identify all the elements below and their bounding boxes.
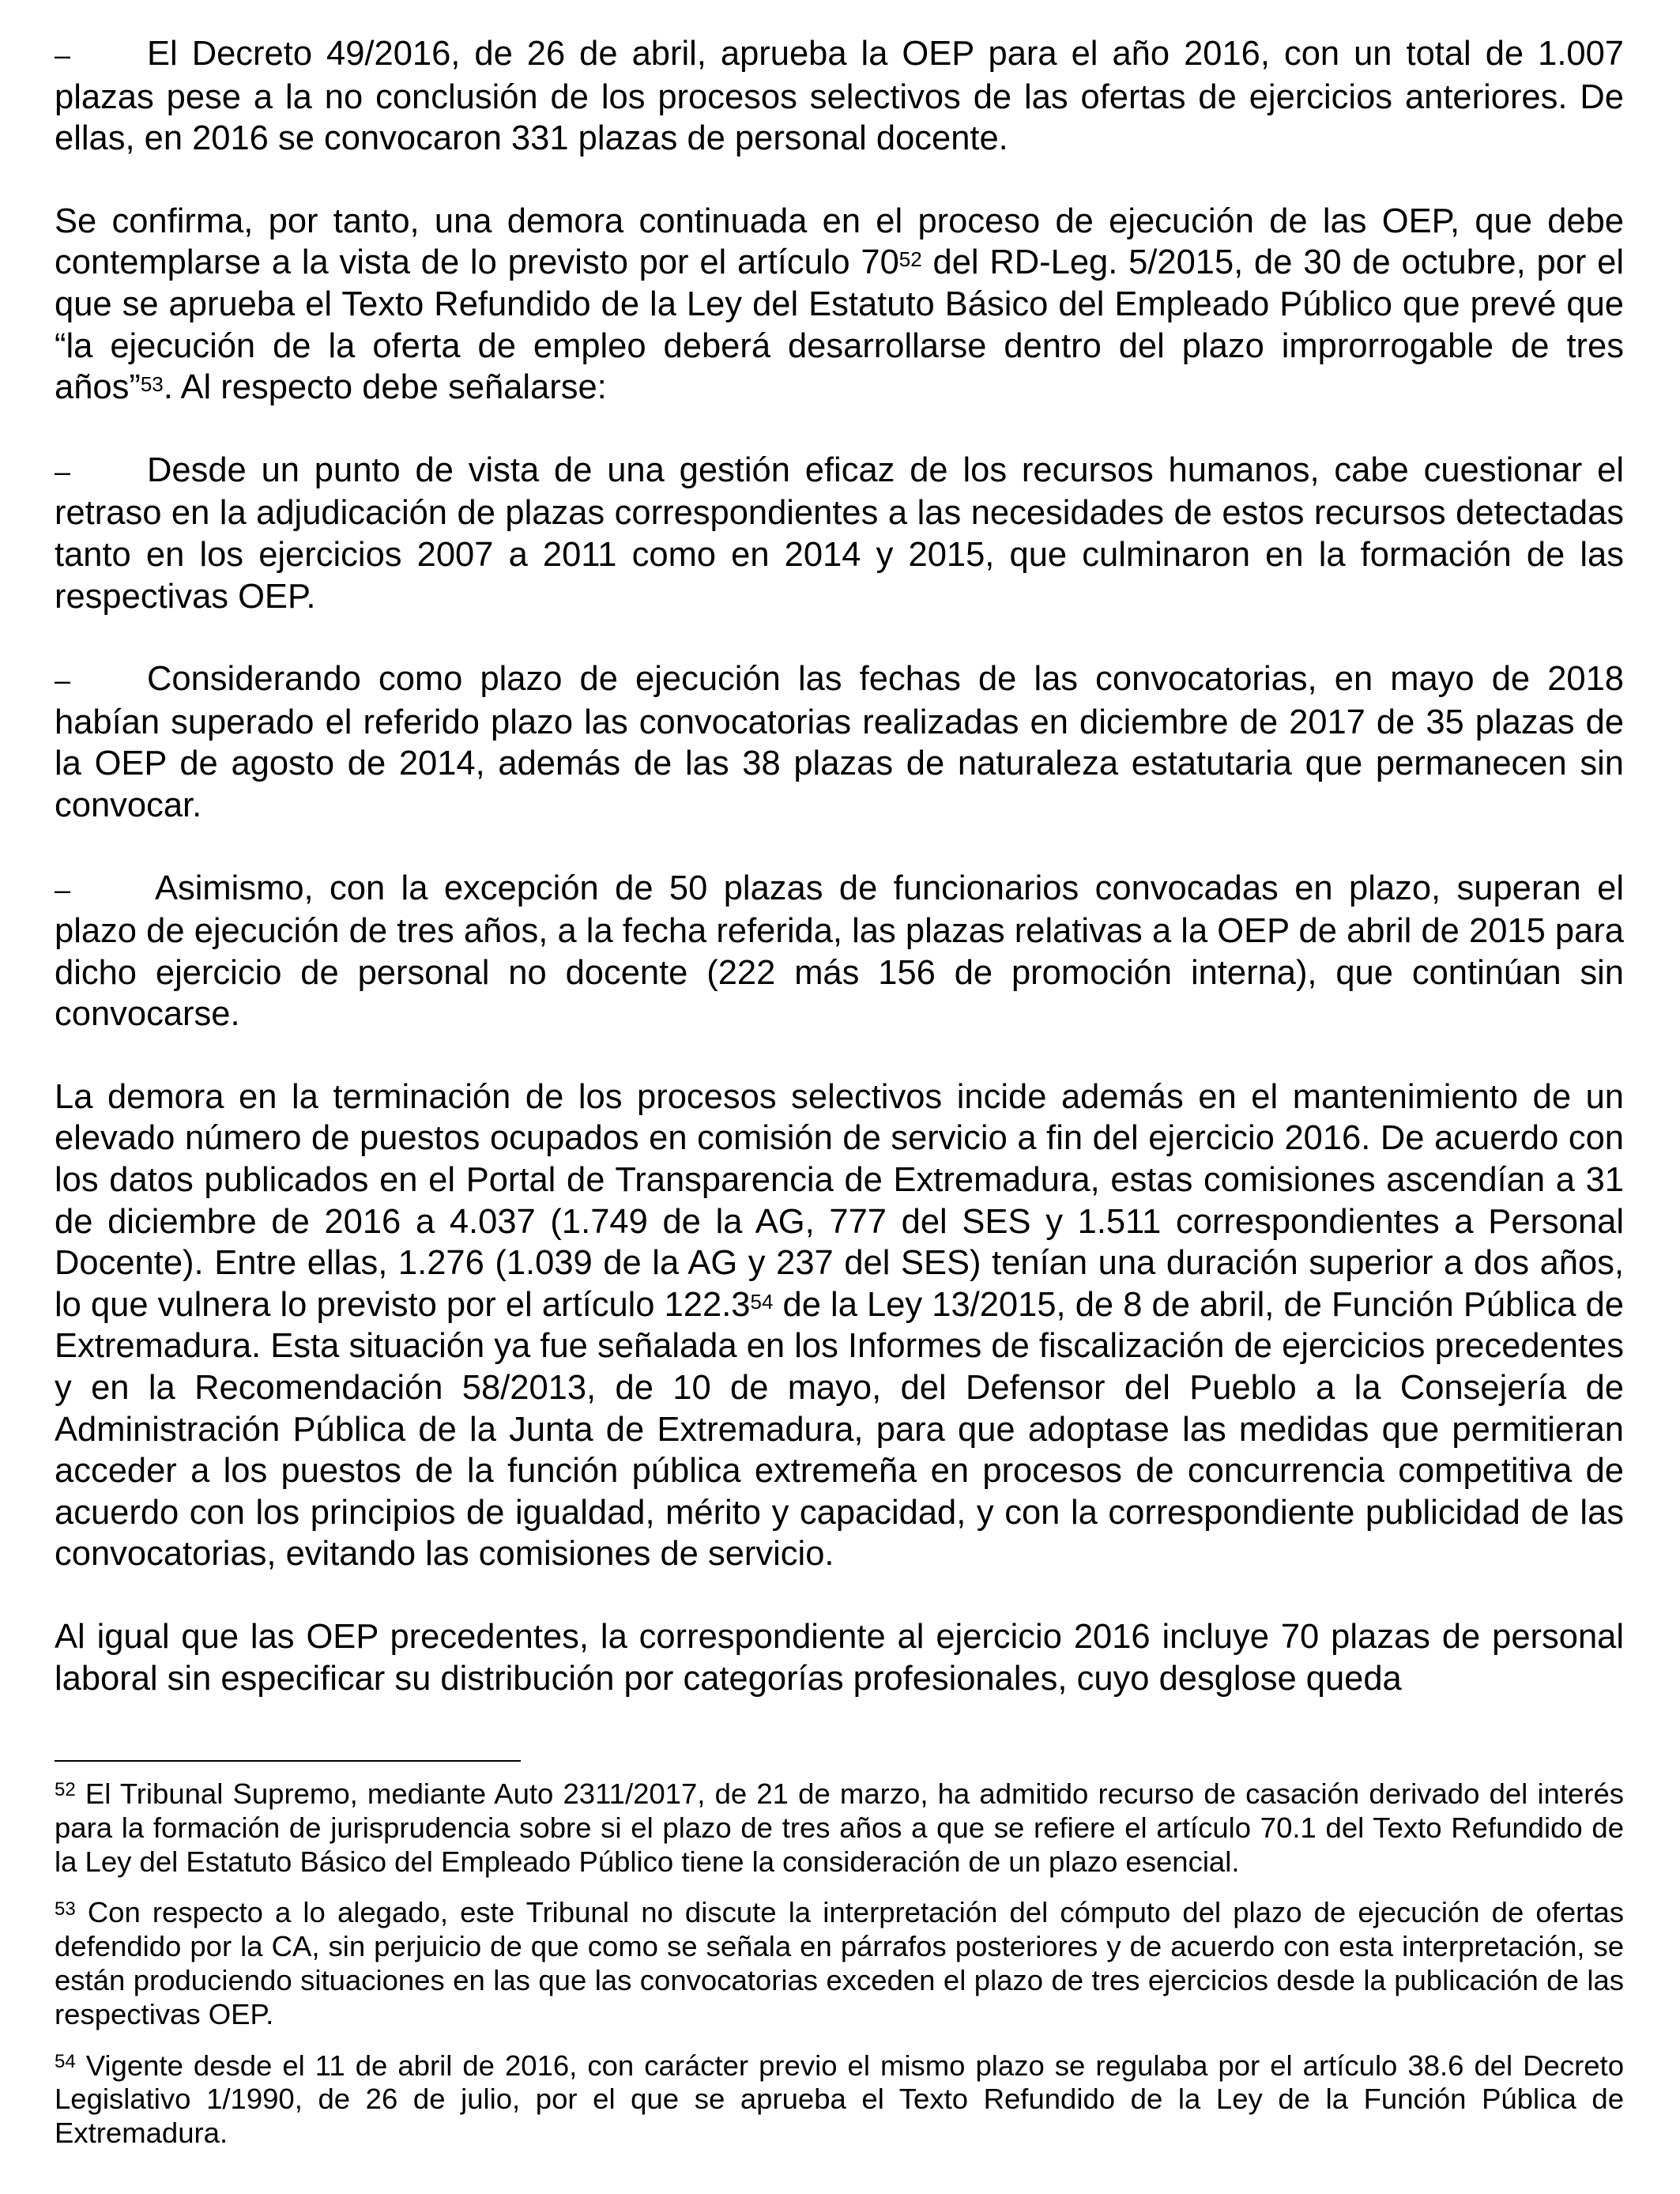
footnote-ref-53[interactable]: 53 bbox=[140, 372, 164, 397]
dash-symbol: – bbox=[55, 39, 71, 71]
footnote-54 bbox=[55, 2049, 1624, 2151]
footnote-text: Vigente desde el 11 de abril de 2016, con carácter previo el mismo plazo se regulaba por el artículo 38.6 del Decreto Legislativo 1/1990, de 26 de julio, por el que se aprueba el Texto Refundido de la Ley de la Función Pública de Extremadura. bbox=[55, 2049, 1624, 2150]
dash-symbol: – bbox=[55, 873, 71, 906]
footnote-separator bbox=[55, 1760, 521, 1762]
paragraph-demora-continuada bbox=[55, 201, 1624, 409]
paragraph-text: Se confirma, por tanto, una demora continuada en el proceso de ejecución de las OEP, que debe contemplarse a la vista de lo previsto por el artículo 70 bbox=[55, 202, 1624, 282]
footnote-53 bbox=[55, 1896, 1624, 2031]
paragraph-text: de la Ley 13/2015, de 8 de abril, de Función Pública de Extremadura. Esta situación ya fue señalada en los Informes de fiscalización de ejercicios precedentes y en la Recomendación 58/2013, de 10 de mayo, del Defensor del Pueblo a la Consejería de Administración Pública de la Junta de Extremadura, para que adoptase las medidas que permitieran acceder a los puestos de la función pública extremeña en procesos de concurrencia competitiva de acuerdo con los principios de igualdad, mérito y capacidad, y con la correspondiente publicidad de las convocatorias, evitando las comisiones de servicio. bbox=[55, 1285, 1624, 1574]
dash-marker bbox=[55, 868, 155, 911]
dash-symbol: – bbox=[55, 454, 71, 488]
paragraph-text: Desde un punto de vista de una gestión eficaz de los recursos humanos, cabe cuestionar el retraso en la adjudicación de plazas correspondientes a las necesidades de estos recursos detectadas tanto en los ejercicios 2007 a 2011 como en 2014 y 2015, que culminaron en la formación de las respectivas OEP. bbox=[55, 450, 1624, 616]
paragraph-gestion-eficaz bbox=[55, 450, 1624, 617]
paragraph-text: del RD-Leg. 5/2015, de 30 de octubre, por el que se aprueba el Texto Refundido de la Ley del Estatuto Básico del Empleado Público que prevé que “la ejecución de la oferta de empleo deberá desarrollarse dentro del plazo improrrogable de tres años” bbox=[55, 243, 1625, 407]
footnote-text: Con respecto a lo alegado, este Tribunal no discute la interpretación del cómputo del plazo de ejecución de ofertas defendido por la CA, sin perjuicio de que como se señala en párrafos posteriores y de acuerdo con esta interpretación, se están produciendo situaciones en las que las convocatorias exceden el plazo de tres ejercicios desde la publicación de las respectivas OEP. bbox=[55, 1896, 1624, 2030]
footnote-number: 54 bbox=[55, 2050, 76, 2072]
paragraph-asimismo bbox=[55, 868, 1624, 1035]
paragraph-comisiones-servicio bbox=[55, 1076, 1624, 1575]
paragraph-text: Al igual que las OEP precedentes, la correspondiente al ejercicio 2016 incluye 70 plazas de personal laboral sin especificar su distribución por categorías profesionales, cuyo desglose queda bbox=[55, 1618, 1624, 1698]
paragraph-text: La demora en la terminación de los procesos selectivos incide además en el mantenimiento de un elevado número de puestos ocupados en comisión de servicio a fin del ejercicio 2016. De acuerdo con los datos publicados en el Portal de Transparencia de Extremadura, estas comisiones ascendían a 31 de diciembre de 2016 a 4.037 (1.749 de la AG, 777 del SES y 1.511 correspondientes a Personal Docente). Entre ellas, 1.276 (1.039 de la AG y 237 del SES) tenían una duración superior a dos años, lo que vulnera lo previsto por el artículo 122.3 bbox=[55, 1077, 1624, 1324]
dash-symbol: – bbox=[55, 664, 71, 697]
dash-marker bbox=[55, 33, 147, 77]
dash-marker bbox=[55, 658, 147, 702]
paragraph-text: Asimismo, con la excepción de 50 plazas de funcionarios convocadas en plazo, superan el plazo de ejecución de tres años, a la fecha referida, las plazas relativas a la OEP de abril de 2015 para dicho ejercicio de personal no docente (222 más 156 de promoción interna), que continúan sin convocarse. bbox=[55, 869, 1624, 1034]
footnote-number: 52 bbox=[55, 1779, 76, 1801]
paragraph-plazo-ejecucion bbox=[55, 658, 1624, 826]
footnote-text: El Tribunal Supremo, mediante Auto 2311/2017, de 21 de marzo, ha admitido recurso de casación derivado del interés para la formación de jurisprudencia sobre si el plazo de tres años a que se refiere el artículo 70.1 del Texto Refundido de la Ley del Estatuto Básico del Empleado Público tiene la consideración de un plazo esencial. bbox=[55, 1777, 1624, 1878]
paragraph-text: Considerando como plazo de ejecución las fechas de las convocatorias, en mayo de 2018 habían superado el referido plazo las convocatorias realizadas en diciembre de 2017 de 35 plazas de la OEP de agosto de 2014, además de las 38 plazas de naturaleza estatutaria que permanecen sin convocar. bbox=[55, 660, 1624, 824]
footnote-52 bbox=[55, 1777, 1624, 1879]
document-body bbox=[55, 33, 1624, 1740]
paragraph-text: El Decreto 49/2016, de 26 de abril, aprueba la OEP para el año 2016, con un total de 1.007 plazas pese a la no conclusión de los procesos selectivos de las ofertas de ejercicios anteriores. De ellas, en 2016 se convocaron 331 plazas de personal docente. bbox=[55, 35, 1624, 158]
footnote-ref-52[interactable]: 52 bbox=[898, 247, 922, 272]
paragraph-text: . Al respecto debe señalarse: bbox=[163, 368, 607, 407]
dash-marker bbox=[55, 450, 147, 493]
footnote-ref-54[interactable]: 54 bbox=[750, 1289, 774, 1314]
footnote-number: 53 bbox=[55, 1898, 76, 1920]
paragraph-personal-laboral bbox=[55, 1616, 1624, 1699]
paragraph-decreto-49-2016 bbox=[55, 33, 1624, 160]
footnotes-section bbox=[55, 1760, 1624, 2168]
